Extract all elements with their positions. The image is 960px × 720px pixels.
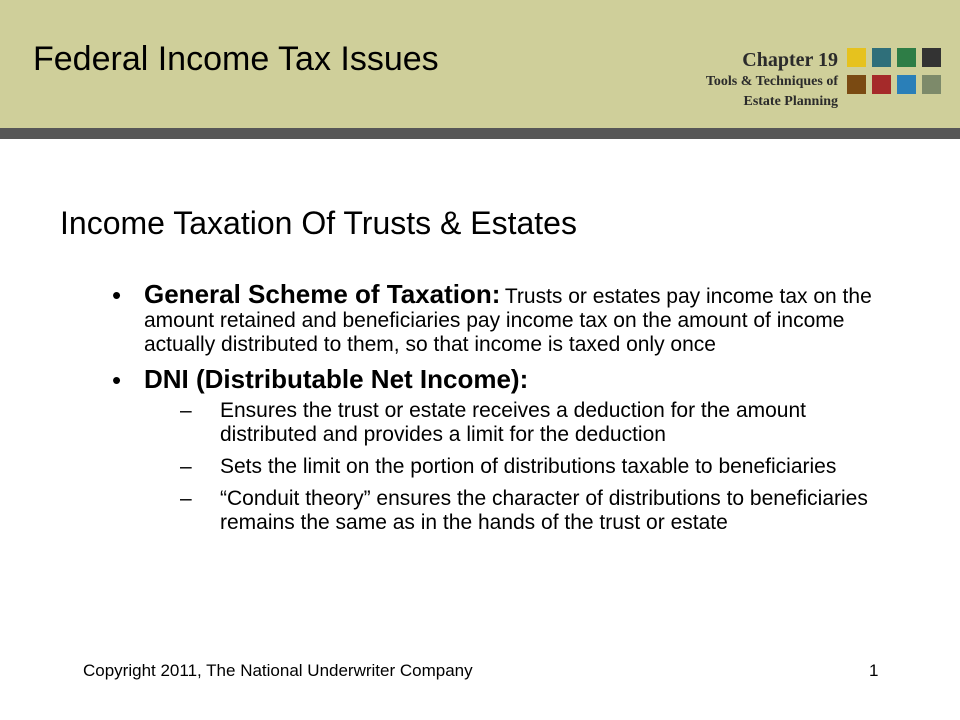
blue-square	[897, 75, 916, 94]
sub-bullet-text: Sets the limit on the portion of distributions taxable to beneficiaries	[220, 455, 837, 478]
chapter-subtitle-line-1: Tools & Techniques of	[705, 74, 838, 89]
sub-bullet-marker: –	[180, 455, 192, 478]
sub-bullet	[180, 399, 908, 447]
page-number: 1	[869, 661, 879, 680]
bullet-text: Trusts or estates pay income tax on the amount retained and beneficiaries pay income tax on the amount of income actually distributed to them, so that income is taxed only once	[144, 285, 872, 356]
sub-bullet-marker: –	[180, 399, 192, 422]
brown-square	[847, 75, 866, 94]
green-square	[897, 48, 916, 67]
sub-bullet	[180, 487, 908, 535]
bullet-marker: •	[112, 280, 122, 310]
chapter-number: Chapter 19	[742, 49, 838, 71]
sub-bullet-list	[180, 399, 908, 535]
bullet-marker: •	[112, 365, 122, 395]
sub-bullet-marker: –	[180, 487, 192, 510]
chapter-label	[706, 48, 838, 112]
sub-bullet-text: Ensures the trust or estate receives a deduction for the amount distributed and provides a limit for the deduction	[220, 399, 806, 446]
teal-square	[872, 48, 891, 67]
red-square	[872, 75, 891, 94]
header-rule	[0, 128, 960, 139]
decorative-squares	[847, 48, 943, 96]
sub-bullet	[180, 455, 908, 479]
yellow-square	[847, 48, 866, 67]
sub-bullet-text: “Conduit theory” ensures the character of distributions to beneficiaries remains the same as in the hands of the trust or estate	[220, 487, 868, 534]
copyright-footer: Copyright 2011, The National Underwriter Company	[83, 661, 473, 680]
slide-content	[108, 279, 908, 545]
bullet-dni	[108, 364, 908, 535]
bullet-general-scheme	[108, 279, 908, 357]
black-square	[922, 48, 941, 67]
slide-title: Income Taxation Of Trusts & Estates	[60, 205, 577, 241]
chapter-subtitle-line-2: Estate Planning	[743, 94, 838, 109]
bullet-heading: General Scheme of Taxation:	[144, 279, 501, 309]
olive-square	[922, 75, 941, 94]
deck-title: Federal Income Tax Issues	[33, 40, 439, 78]
bullet-heading: DNI (Distributable Net Income):	[144, 364, 529, 394]
